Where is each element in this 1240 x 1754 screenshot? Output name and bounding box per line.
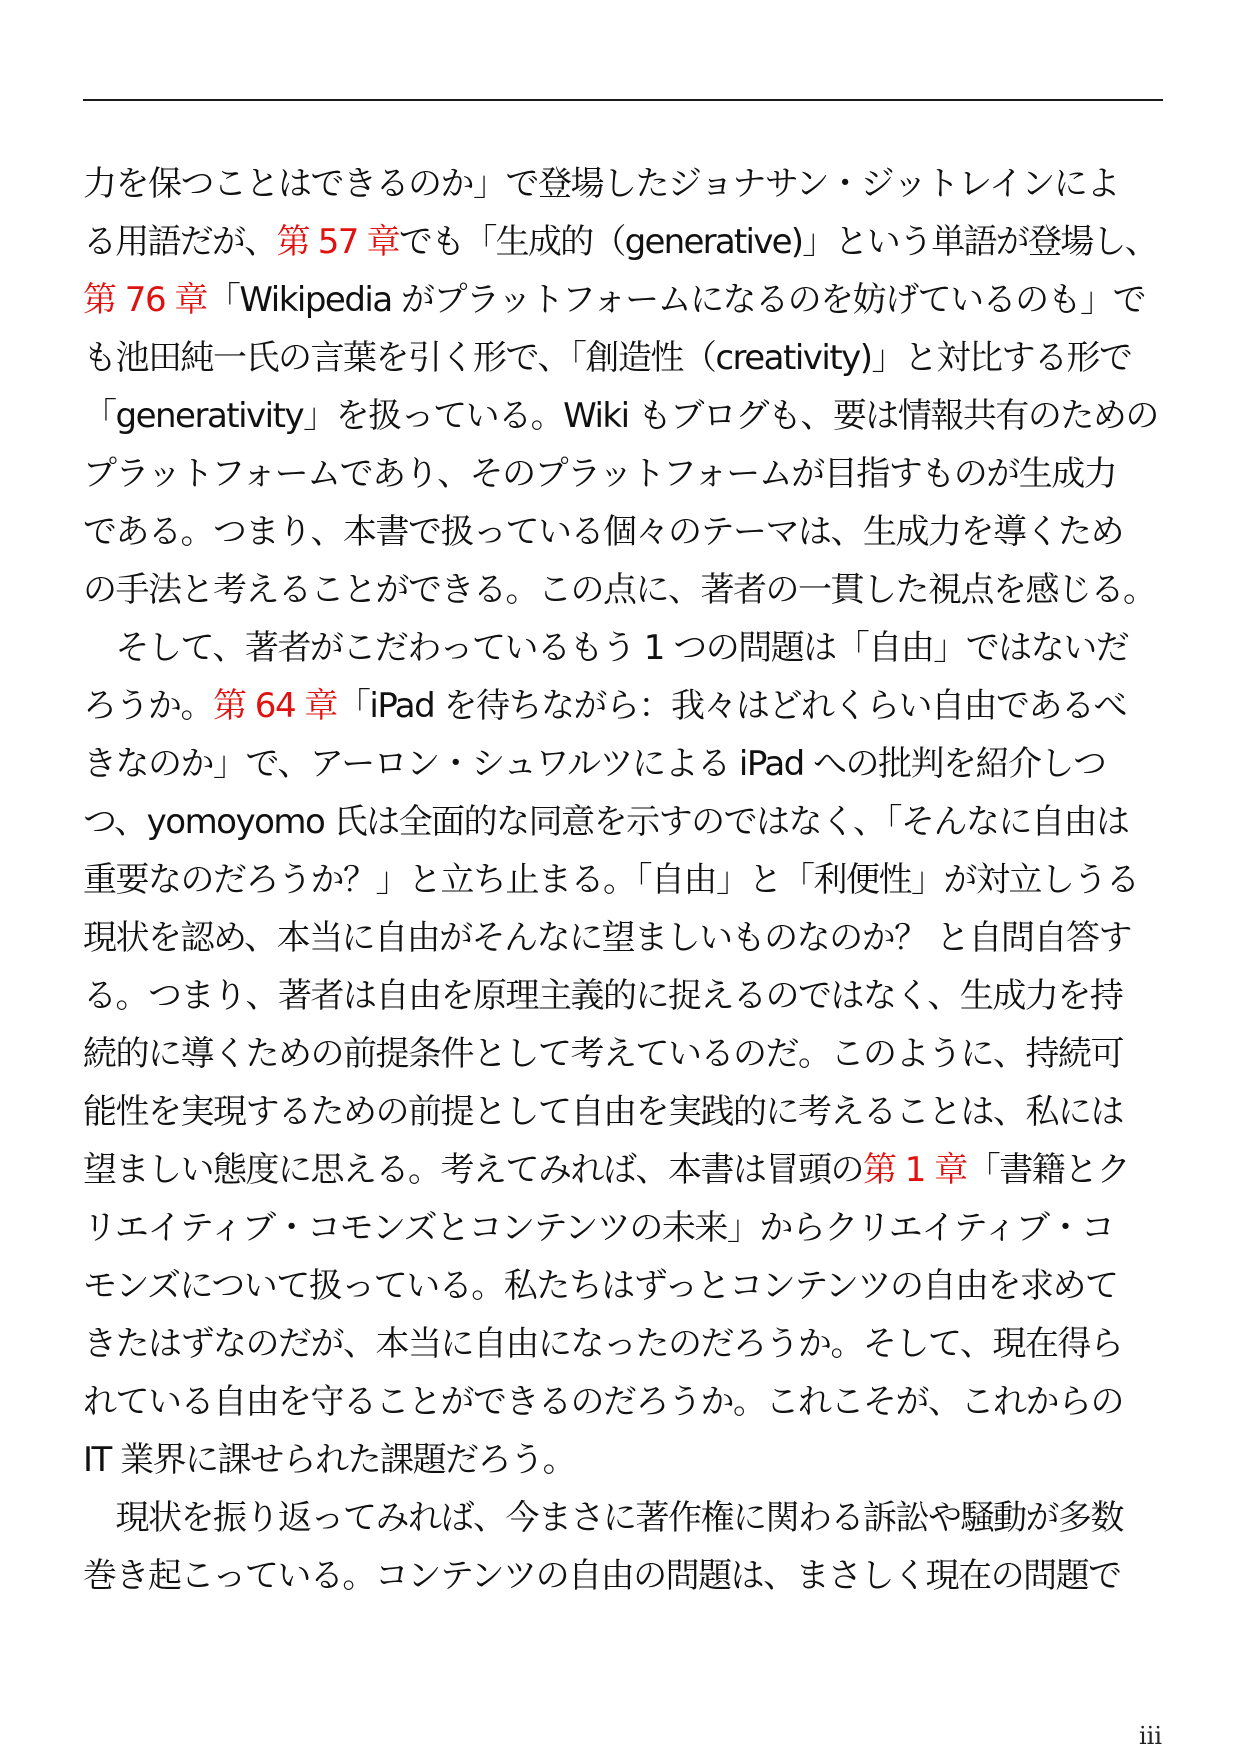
text-segment: 重要なのだろうか？」と立ち止まる。「自由」と「利便性」が対立しうる [83,860,1139,900]
text-segment: 続的に導くための前提条件として考えているのだ。このように、持続可 [83,1034,1123,1074]
text-segment: 「書籍とク [966,1150,1130,1190]
text-line [83,1431,1163,1489]
text-line [83,1547,1163,1605]
text-segment: そして、著者がこだわっているもう 1 つの問題は「自由」ではないだ [83,628,1129,668]
text-segment: も池田純一氏の言葉を引く形で、「創造性（creativity)」と対比する形で [83,338,1132,378]
page-number: iii [1138,1722,1162,1750]
text-line [83,1199,1163,1257]
text-segment: 能性を実現するための前提として自由を実践的に考えることは、私には [83,1092,1123,1132]
text-line [83,271,1163,329]
chapter-reference-link[interactable]: 第 76 章 [83,280,207,320]
text-line [83,213,1163,271]
text-line [83,561,1163,619]
text-segment: プラットフォームであり、そのプラットフォームが目指すものが生成力 [83,454,1117,494]
text-line [83,677,1163,735]
text-line [83,1489,1163,1547]
text-line [83,503,1163,561]
text-segment: 現状を認め、本当に自由がそんなに望ましいものなのか？ と自問自答す [83,918,1131,958]
text-line [83,1025,1163,1083]
text-segment: 望ましい態度に思える。考えてみれば、本書は冒頭の [83,1150,863,1190]
text-segment: きなのか」で、アーロン・シュワルツによる iPad への批判を紹介しつ [83,744,1106,784]
text-segment: きたはずなのだが、本当に自由になったのだろうか。そして、現在得ら [83,1324,1123,1364]
text-segment: でも「生成的（generative)」という単語が登場し、 [398,222,1158,262]
text-line [83,967,1163,1025]
text-segment: 力を保つことはできるのか」で登場したジョナサン・ジットレインによ [83,164,1119,204]
text-line [83,1373,1163,1431]
chapter-reference-link[interactable]: 第 57 章 [276,222,399,262]
text-segment: る。つまり、著者は自由を原理主義的に捉えるのではなく、生成力を持 [83,976,1123,1016]
text-segment: IT 業界に課せられた課題だろう。 [83,1440,576,1480]
text-line [83,445,1163,503]
text-segment: 「iPad を待ちながら：我々はどれくらい自由であるべ [336,686,1127,726]
text-line [83,909,1163,967]
text-segment: 「generativity」を扱っている。Wiki もブログも、要は情報共有のための [83,396,1158,436]
text-segment: 「Wikipedia がプラットフォームになるのを妨げているのも」で [206,280,1146,320]
header-rule [83,99,1163,101]
text-segment: の手法と考えることができる。この点に、著者の一貫した視点を感じる。 [83,570,1156,610]
text-line [83,1141,1163,1199]
text-line [83,155,1163,213]
text-segment: れている自由を守ることができるのだろうか。これこそが、これからの [83,1382,1123,1422]
chapter-reference-link[interactable]: 第 64 章 [213,686,337,726]
text-segment: モンズについて扱っている。私たちはずっとコンテンツの自由を求めて [83,1266,1118,1306]
text-segment: ろうか。 [83,686,213,726]
text-segment: である。つまり、本書で扱っている個々のテーマは、生成力を導くため [83,512,1123,552]
text-line [83,1257,1163,1315]
body-text [83,155,1163,1605]
text-line [83,851,1163,909]
text-segment: 現状を振り返ってみれば、今まさに著作権に関わる訴訟や騒動が多数 [83,1498,1123,1538]
text-line [83,735,1163,793]
text-line [83,1083,1163,1141]
text-segment: る用語だが、 [83,222,277,262]
text-line [83,793,1163,851]
text-line [83,1315,1163,1373]
chapter-reference-link[interactable]: 第 1 章 [863,1150,967,1190]
text-line [83,387,1163,445]
text-segment: つ、yomoyomo 氏は全面的な同意を示すのではなく、「そんなに自由は [83,802,1129,842]
text-segment: 巻き起こっている。コンテンツの自由の問題は、まさしく現在の問題で [83,1556,1121,1596]
text-line [83,619,1163,677]
text-segment: リエイティブ・コモンズとコンテンツの未来」からクリエイティブ・コ [83,1208,1114,1248]
text-line [83,329,1163,387]
